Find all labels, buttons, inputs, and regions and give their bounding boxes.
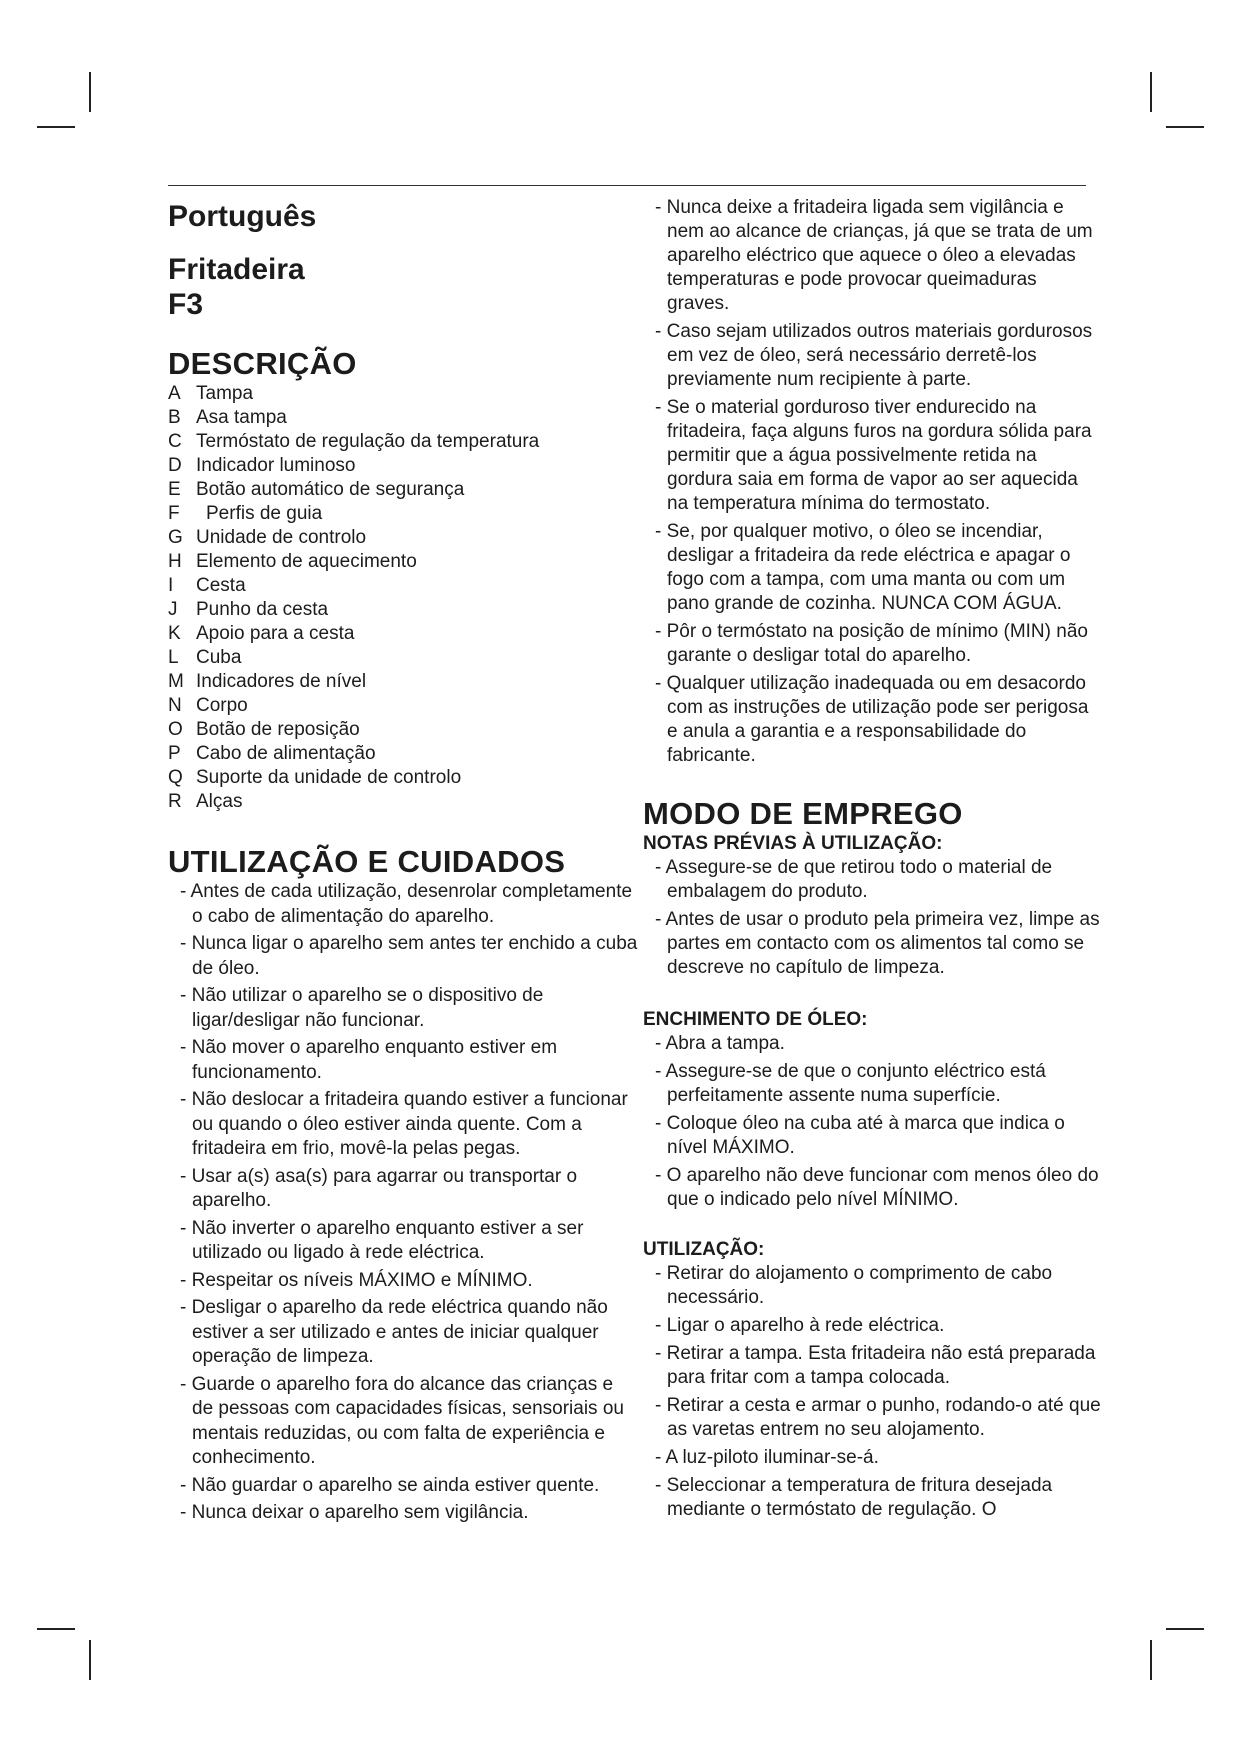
cuidados-list <box>168 880 638 1526</box>
product-title <box>168 252 638 322</box>
list-item: - Não deslocar a fritadeira quando estiver a funcionar ou quando o óleo estiver ainda quente. Com a fritadeira em frio, movê-la pelas pegas. <box>180 1089 628 1159</box>
crop-mark-top-left-vertical <box>89 72 91 112</box>
list-item: - Nunca ligar o aparelho sem antes ter enchido a cuba de óleo. <box>180 933 638 979</box>
crop-mark-top-right-vertical <box>1150 72 1152 112</box>
parts-list-item: A Tampa <box>168 383 254 404</box>
list-item: - Pôr o termóstato na posição de mínimo (MIN) não garante o desligar total do aparelho. <box>655 621 1088 666</box>
list-item: - Antes de cada utilização, desenrolar completamente o cabo de alimentação do aparelho. <box>180 881 633 927</box>
list-item: - Não mover o aparelho enquanto estiver em funcionamento. <box>180 1037 558 1083</box>
list-item: - Retirar a cesta e armar o punho, rodando-o até que as varetas entrem no seu alojamento. <box>655 1395 1101 1440</box>
parts-list-item: D Indicador luminoso <box>168 455 356 476</box>
list-item: - Usar a(s) asa(s) para agarrar ou transportar o aparelho. <box>180 1165 578 1211</box>
parts-list-item: R Alças <box>168 791 243 812</box>
list-item: - Retirar do alojamento o comprimento de cabo necessário. <box>655 1263 1053 1308</box>
header-rule <box>168 185 1086 186</box>
list-item: - A luz-piloto iluminar-se-á. <box>655 1447 879 1468</box>
notas-previas-heading: NOTAS PRÉVIAS À UTILIZAÇÃO: <box>643 833 943 854</box>
product-model: F3 <box>168 288 204 321</box>
list-item: - Desligar o aparelho da rede eléctrica quando não estiver a ser utilizado e antes de iniciar qualquer operação de limpeza. <box>180 1297 608 1367</box>
language-heading: Português <box>168 200 317 233</box>
parts-list-item: N Corpo <box>168 695 248 716</box>
list-item: - Nunca deixe a fritadeira ligada sem vigilância e nem ao alcance de crianças, já que se trata de um aparelho eléctrico que aquece o óleo a elevadas temperaturas e pode provocar queimaduras graves. <box>655 197 1093 314</box>
utilizacao-cuidados-heading: UTILIZAÇÃO E CUIDADOS <box>168 844 566 879</box>
parts-list-item: K Apoio para a cesta <box>168 623 355 644</box>
crop-mark-top-left-horizontal <box>37 126 75 128</box>
list-item: - Não inverter o aparelho enquanto estiver a ser utilizado ou ligado à rede eléctrica. <box>180 1217 584 1263</box>
list-item: - Guarde o aparelho fora do alcance das crianças e de pessoas com capacidades físicas, sensoriais ou mentais reduzidas, ou com falta de experiência e conhecimento. <box>180 1373 624 1468</box>
list-item: - O aparelho não deve funcionar com menos óleo do que o indicado pelo nível MÍNIMO. <box>655 1165 1099 1210</box>
list-item: - Seleccionar a temperatura de fritura desejada mediante o termóstato de regulação. O <box>655 1475 1053 1520</box>
list-item: - Não utilizar o aparelho se o dispositivo de ligar/desligar não funcionar. <box>180 985 544 1031</box>
parts-list-item: E Botão automático de segurança <box>168 479 465 500</box>
descricao-heading: DESCRIÇÃO <box>168 346 357 381</box>
left-column <box>168 196 638 1529</box>
list-item: - Respeitar os níveis MÁXIMO e MÍNIMO. <box>180 1269 533 1291</box>
list-item: - Nunca deixar o aparelho sem vigilância. <box>180 1502 529 1523</box>
utilizacao-heading: UTILIZAÇÃO: <box>643 1239 765 1260</box>
modo-emprego-heading: MODO DE EMPREGO <box>643 796 963 831</box>
list-item: - Abra a tampa. <box>655 1033 785 1054</box>
parts-list-item: F Perfis de guia <box>168 503 323 524</box>
list-item: - Não guardar o aparelho se ainda estiver quente. <box>180 1474 600 1496</box>
product-name: Fritadeira <box>168 253 305 286</box>
parts-list-item: M Indicadores de nível <box>168 671 367 692</box>
utilizacao-list <box>643 1262 1103 1522</box>
list-item: - Se, por qualquer motivo, o óleo se incendiar, desligar a fritadeira da rede eléctrica e apagar o fogo com a tampa, com uma manta ou com um pano grande de cozinha. NUNCA COM ÁGUA. <box>655 521 1071 614</box>
list-item: - Coloque óleo na cuba até à marca que indica o nível MÁXIMO. <box>655 1113 1065 1158</box>
parts-list-item: G Unidade de controlo <box>168 527 367 548</box>
crop-mark-bottom-left-vertical <box>89 1640 91 1680</box>
list-item: - Qualquer utilização inadequada ou em desacordo com as instruções de utilização pode ser perigosa e anula a garantia e a responsabilidade do fabricante. <box>655 673 1089 766</box>
parts-list <box>168 382 638 814</box>
parts-list-item: C Termóstato de regulação da temperatura <box>168 431 540 452</box>
list-item: - Se o material gorduroso tiver endurecido na fritadeira, faça alguns furos na gordura sólida para permitir que a água possivelmente retida na gordura saia em forma de vapor ao ser aquecida na temperatura mínima do termostato. <box>655 397 1092 514</box>
parts-list-item: O Botão de reposição <box>168 719 360 740</box>
parts-list-item: P Cabo de alimentação <box>168 743 376 764</box>
crop-mark-top-right-horizontal <box>1166 126 1204 128</box>
list-item: - Assegure-se de que retirou todo o material de embalagem do produto. <box>655 857 1053 902</box>
crop-mark-bottom-right-horizontal <box>1166 1628 1204 1630</box>
list-item: - Ligar o aparelho à rede eléctrica. <box>655 1315 945 1336</box>
list-item: - Assegure-se de que o conjunto eléctrico está perfeitamente assente numa superfície. <box>655 1061 1046 1106</box>
enchimento-oleo-heading: ENCHIMENTO DE ÓLEO: <box>643 1009 868 1030</box>
enchimento-oleo-list <box>643 1032 1103 1212</box>
parts-list-item: J Punho da cesta <box>168 599 329 620</box>
cuidados-continuation-list <box>643 196 1103 768</box>
list-item: - Antes de usar o produto pela primeira vez, limpe as partes em contacto com os alimentos tal como se descreve no capítulo de limpeza. <box>655 909 1100 978</box>
notas-previas-list <box>643 856 1103 980</box>
crop-mark-bottom-left-horizontal <box>37 1628 75 1630</box>
right-column <box>643 196 1103 1526</box>
parts-list-item: L Cuba <box>168 647 242 668</box>
list-item: - Retirar a tampa. Esta fritadeira não está preparada para fritar com a tampa colocada. <box>655 1343 1096 1388</box>
parts-list-item: H Elemento de aquecimento <box>168 551 417 572</box>
crop-mark-bottom-right-vertical <box>1150 1640 1152 1680</box>
parts-list-item: Q Suporte da unidade de controlo <box>168 767 462 788</box>
list-item: - Caso sejam utilizados outros materiais gordurosos em vez de óleo, será necessário derretê-los previamente num recipiente à parte. <box>655 321 1093 390</box>
parts-list-item: I Cesta <box>168 575 246 596</box>
parts-list-item: B Asa tampa <box>168 407 287 428</box>
